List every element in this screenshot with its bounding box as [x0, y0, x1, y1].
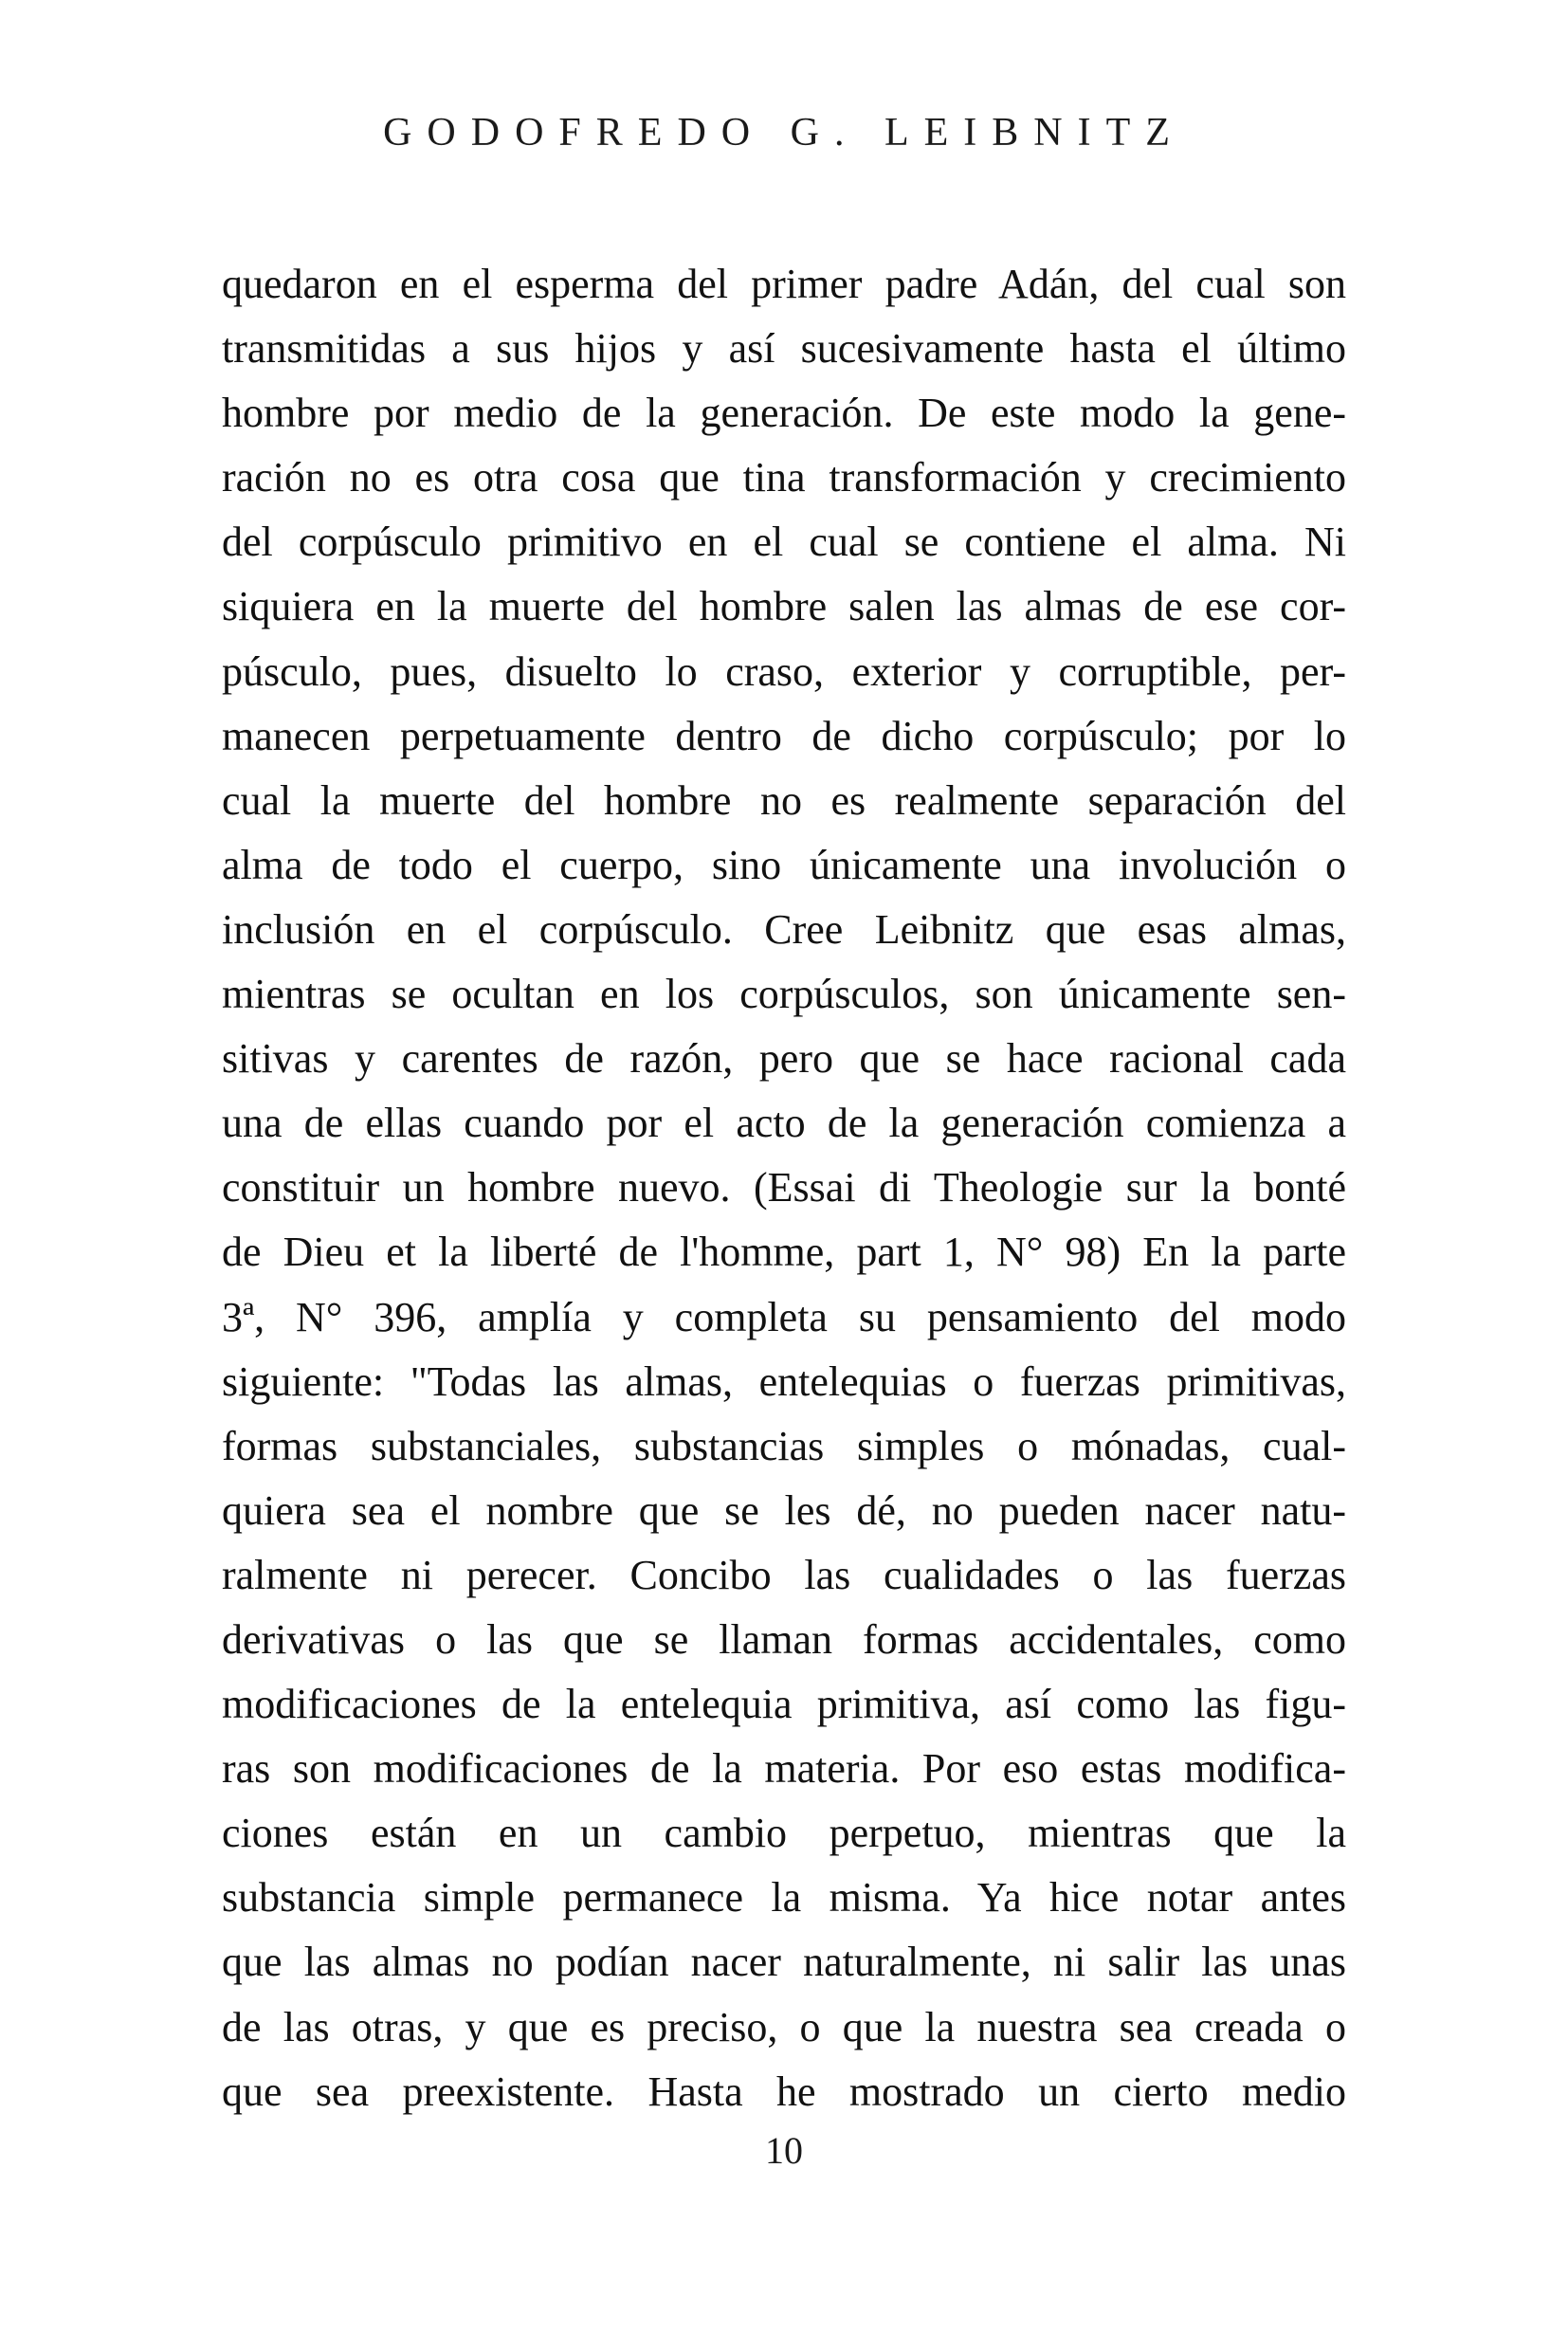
text-line: que las almas no podían nacer naturalmente, ni salir las unas — [222, 1939, 1346, 1986]
text-line: manecen perpetuamente dentro de dicho corpúsculo; por lo — [222, 712, 1346, 759]
text-line: cual la muerte del hombre no es realmente separación del — [222, 776, 1346, 824]
text-line: púsculo, pues, disuelto lo craso, exterior y corruptible, per- — [222, 647, 1346, 695]
text-line: del corpúsculo primitivo en el cual se contiene el alma. Ni — [222, 519, 1346, 566]
text-line: modificaciones de la entelequia primitiva, así como las figu- — [222, 1681, 1346, 1728]
text-line: una de ellas cuando por el acto de la generación comienza a — [222, 1100, 1346, 1147]
page-number: 10 — [765, 2129, 803, 2172]
text-line: ración no es otra cosa que tina transformación y crecimiento — [222, 454, 1346, 501]
text-line: constituir un hombre nuevo. (Essai di Theologie sur la bonté — [222, 1164, 1346, 1211]
text-line: de Dieu et la liberté de l'homme, part 1, N° 98) En la parte — [222, 1229, 1346, 1276]
text-line: substancia simple permanece la misma. Ya hice notar antes — [222, 1874, 1346, 1922]
text-line: ras son modificaciones de la materia. Por eso estas modifica- — [222, 1745, 1346, 1793]
text-line: quiera sea el nombre que se les dé, no pueden nacer natu- — [222, 1486, 1346, 1534]
text-line: hombre por medio de la generación. De este modo la gene- — [222, 390, 1346, 437]
text-line: mientras se ocultan en los corpúsculos, son únicamente sen- — [222, 971, 1346, 1018]
text-line: 3ª, N° 396, amplía y completa su pensamiento del modo — [222, 1293, 1346, 1340]
text-line: formas substanciales, substancias simples o mónadas, cual- — [222, 1422, 1346, 1469]
text-line: ralmente ni perecer. Concibo las cualidades o las fuerzas — [222, 1551, 1346, 1598]
body-text — [222, 252, 1346, 2124]
text-line: derivativas o las que se llaman formas accidentales, como — [222, 1615, 1346, 1663]
text-line: sitivas y carentes de razón, pero que se hace racional cada — [222, 1035, 1346, 1083]
text-line: alma de todo el cuerpo, sino únicamente una involución o — [222, 841, 1346, 888]
running-header-title: GODOFREDO G. LEIBNITZ — [383, 111, 1185, 155]
text-line: de las otras, y que es preciso, o que la nuestra sea creada o — [222, 2003, 1346, 2050]
text-line: inclusión en el corpúsculo. Cree Leibnitz que esas almas, — [222, 905, 1346, 953]
text-line: quedaron en el esperma del primer padre Adán, del cual son — [222, 261, 1346, 307]
text-line: ciones están en un cambio perpetuo, mientras que la — [222, 1810, 1346, 1857]
text-line: siguiente: "Todas las almas, entelequias o fuerzas primitivas, — [222, 1357, 1346, 1405]
text-line: transmitidas a sus hijos y así sucesivamente hasta el último — [222, 325, 1346, 373]
text-line: que sea preexistente. Hasta he mostrado un cierto medio — [222, 2068, 1346, 2115]
text-line: siquiera en la muerte del hombre salen las almas de ese cor- — [222, 583, 1346, 630]
